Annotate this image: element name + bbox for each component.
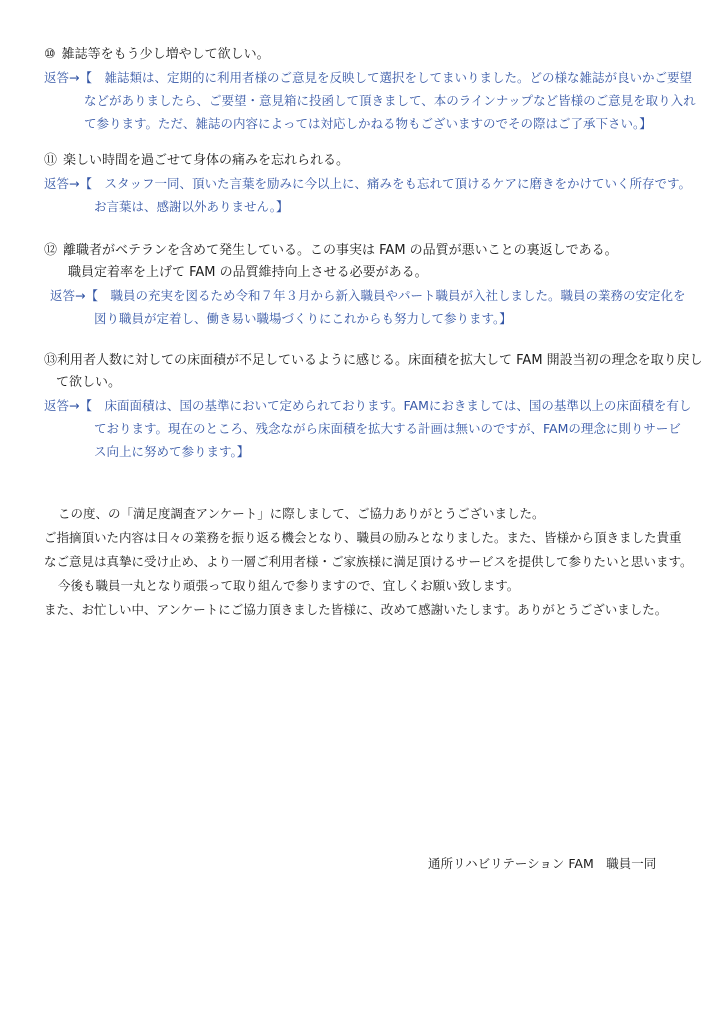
answer-text: 【 スタッフ一同、頂いた言葉を励みに今以上に、痛みをも忘れて頂けるケアに磨きをかけていく所存です。	[79, 176, 691, 191]
question-13	[44, 350, 703, 372]
question-11	[44, 150, 694, 172]
question-12-line-2: 職員定着率を上げて FAM の品質維持向上させる必要がある。	[68, 265, 428, 280]
answer-text: 【 職員の充実を図るため令和７年３月から新入職員やパート職員が入社しました。職員の業務の安定化を	[85, 288, 686, 303]
answer-text: 【 雑誌類は、定期的に利用者様のご意見を反映して選択をしてまいりました。どの様な雑誌が良いかご要望	[79, 70, 692, 85]
answer-label: 返答→	[50, 288, 86, 303]
question-number: ⑪	[44, 153, 58, 168]
closing-message	[44, 502, 704, 622]
answer-text: 【 床面面積は、国の基準において定められております。FAMにおきましては、国の基準以上の床面積を有し	[79, 398, 692, 413]
closing-line-4: 今後も職員一丸となり頑張って取り組んで参りますので、宜しくお願い致します。	[58, 578, 520, 593]
question-text: 雑誌等をもう少し増やして欲しい。	[61, 47, 270, 62]
question-number: ⑩	[44, 47, 56, 62]
answer-11-line-1	[44, 172, 694, 195]
question-text: 楽しい時間を過ごせて身体の痛みを忘れられる。	[63, 153, 350, 168]
question-12	[44, 240, 694, 262]
signature: 通所リハビリテーション FAM 職員一同	[428, 856, 657, 871]
question-number: ⑬	[44, 353, 58, 368]
answer-12-line-1	[44, 284, 694, 307]
question-text: 離職者がベテランを含めて発生している。この事実は FAM の品質が悪いことの裏返しである。	[63, 243, 618, 258]
answer-11-line-2: お言葉は、感謝以外ありません。】	[94, 199, 289, 214]
answer-label: 返答→	[44, 176, 80, 191]
question-number: ⑫	[44, 243, 58, 258]
answer-label: 返答→	[44, 398, 80, 413]
answer-12-line-2: 図り職員が定着し、働き易い職場づくりにこれからも努力して参ります。】	[94, 311, 512, 326]
answer-10-line-2: などがありましたら、ご要望・意見箱に投函して頂きまして、本のラインナップなど皆様のご意見を取り入れ	[84, 93, 696, 108]
answer-13-line-3: ス向上に努めて参ります。】	[94, 444, 250, 459]
question-10	[44, 44, 694, 66]
closing-line-5: また、お忙しい中、アンケートにご協力頂きました皆様に、改めて感謝いたします。ありがとうございました。	[44, 602, 668, 617]
answer-10-line-3: て参ります。ただ、雑誌の内容によっては対応しかねる物もございますのでその際はご了承下さい。】	[84, 116, 652, 131]
question-text: 利用者人数に対しての床面積が不足しているように感じる。床面積を拡大して FAM 開設当初の理念を取り戻し	[57, 353, 703, 368]
qa-item-10	[44, 44, 694, 135]
qa-item-12	[44, 240, 694, 330]
answer-13-line-2: ております。現在のところ、残念ながら床面積を拡大する計画は無いのですが、FAMの理念に則りサービ	[94, 421, 681, 436]
answer-13-line-1	[44, 394, 694, 417]
closing-line-1: この度、の「満足度調査アンケート」に際しまして、ご協力ありがとうございました。	[58, 506, 545, 521]
qa-item-13	[44, 350, 703, 463]
answer-label: 返答→	[44, 70, 80, 85]
answer-10-line-1	[44, 66, 694, 89]
question-13-line-2: て欲しい。	[56, 375, 122, 390]
closing-line-2: ご指摘頂いた内容は日々の業務を振り返る機会となり、職員の励みとなりました。また、皆様から頂きました貴重	[44, 530, 682, 545]
qa-item-11	[44, 150, 694, 218]
closing-line-3: なご意見は真摯に受け止め、より一層ご利用者様・ご家族様に満足頂けるサービスを提供して参りたいと思います。	[44, 554, 693, 569]
